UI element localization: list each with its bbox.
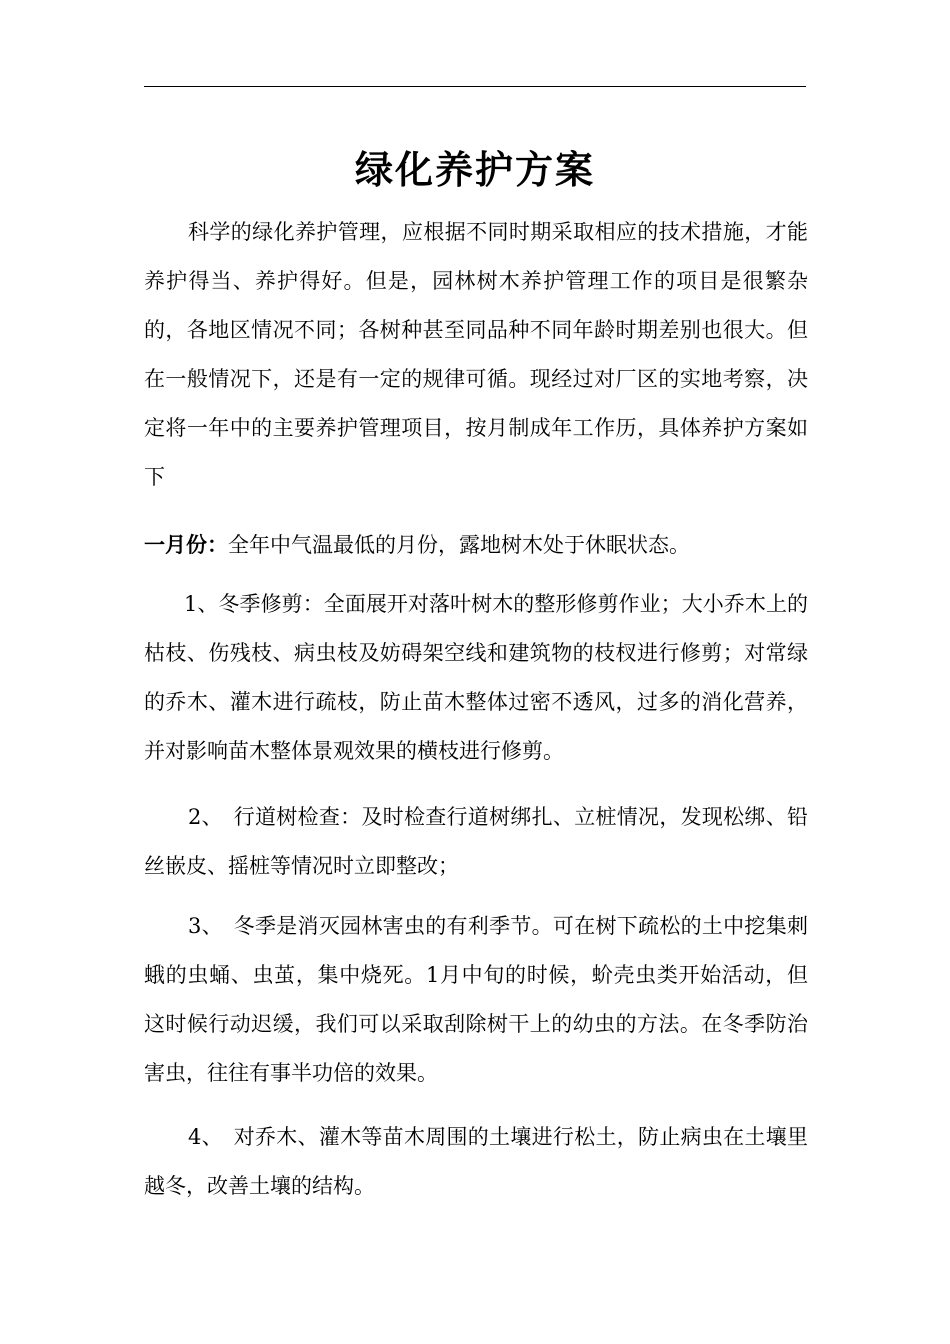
january-item-2: 2、 行道树检查：及时检查行道树绑扎、立桩情况，发现松绑、铅丝嵌皮、摇桩等情况时立即整改； [144, 805, 808, 878]
document-title: 绿化养护方案 [354, 148, 595, 192]
january-paragraph [144, 521, 808, 570]
january-item-3: 3、 冬季是消灭园林害虫的有利季节。可在树下疏松的土中挖集刺蛾的虫蛹、虫茧，集中烧死。1月中旬的时候，蚧壳虫类开始活动，但这时候行动迟缓，我们可以采取刮除树干上的幼虫的方法。在冬季防治害虫，往往有事半功倍的效果。 [144, 914, 808, 1085]
january-summary: 全年中气温最低的月份，露地树木处于休眠状态。 [228, 533, 690, 557]
january-item-4: 4、 对乔木、灌木等苗木周围的土壤进行松土，防止病虫在土壤里越冬，改善土壤的结构。 [144, 1125, 808, 1198]
intro-paragraph: 科学的绿化养护管理，应根据不同时期采取相应的技术措施，才能养护得当、养护得好。但是，园林树木养护管理工作的项目是很繁杂的，各地区情况不同；各树种甚至同品种不同年龄时期差别也很大。但在一般情况下，还是有一定的规律可循。现经过对厂区的实地考察，决定将一年中的主要养护管理项目，按月制成年工作历，具体养护方案如下 [144, 220, 808, 489]
january-label: 一月份： [144, 533, 228, 557]
january-item-1: 1、冬季修剪：全面展开对落叶树木的整形修剪作业；大小乔木上的枯枝、伤残枝、病虫枝及妨碍架空线和建筑物的枝杈进行修剪；对常绿的乔木、灌木进行疏枝，防止苗木整体过密不透风，过多的消化营养，并对影响苗木整体景观效果的横枝进行修剪。 [144, 592, 808, 763]
header-rule [144, 86, 806, 87]
